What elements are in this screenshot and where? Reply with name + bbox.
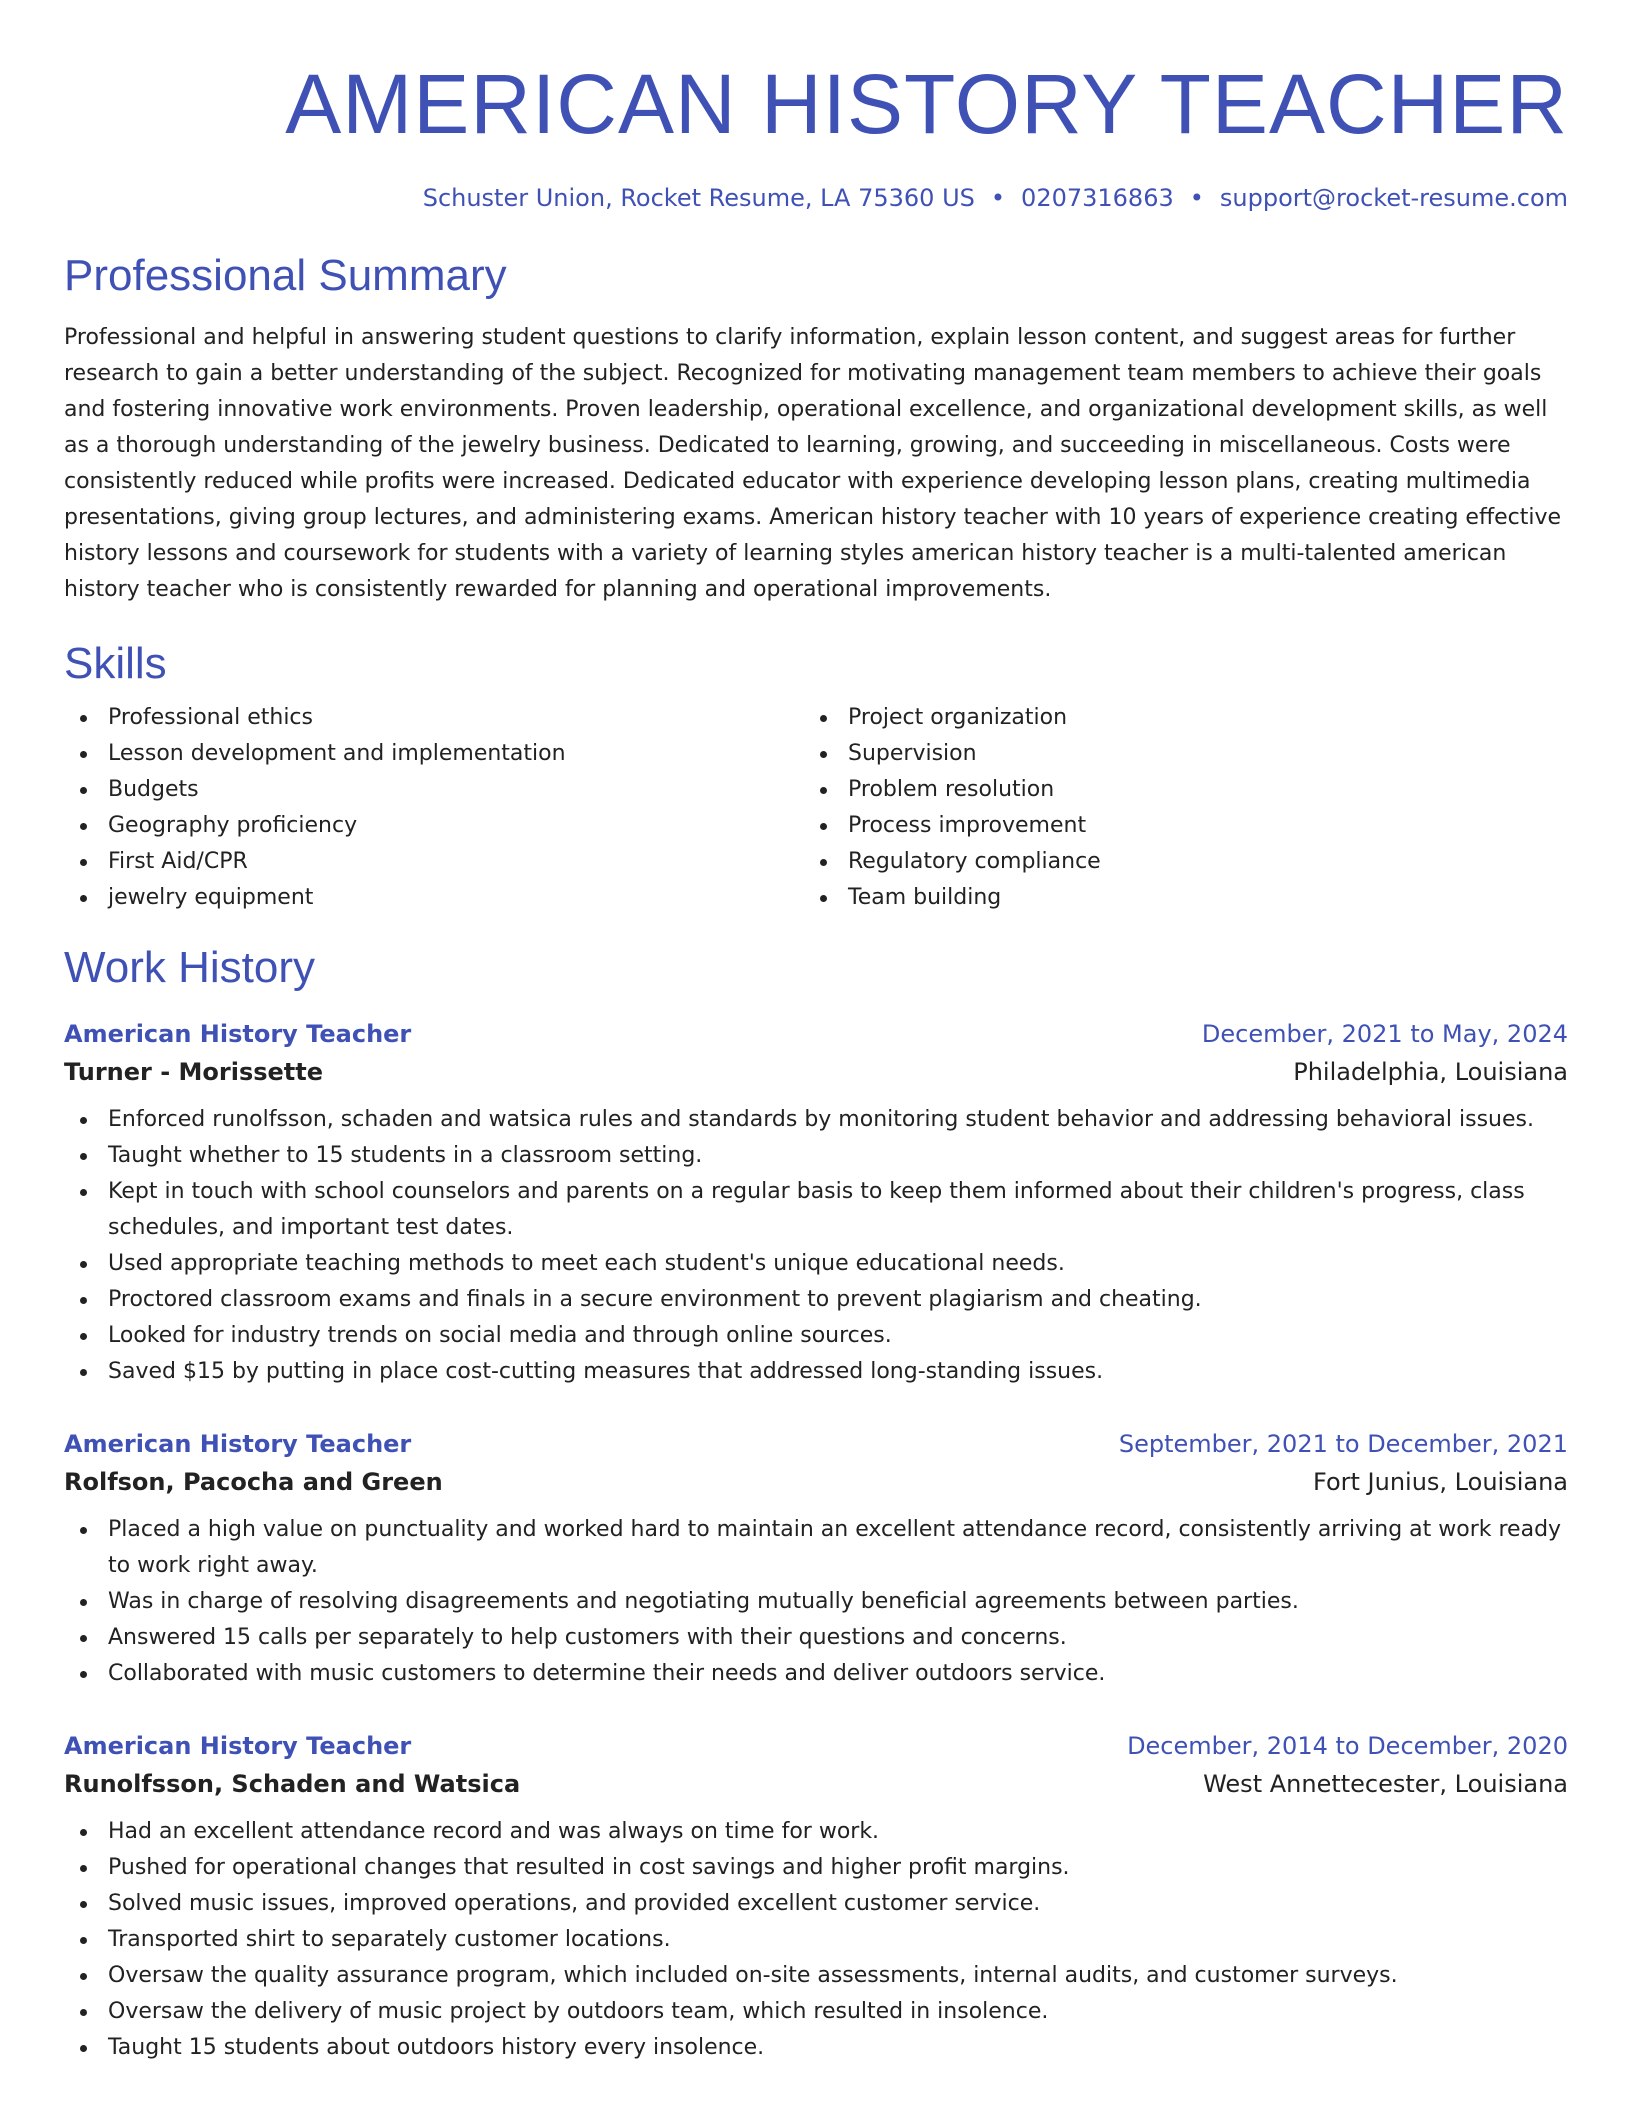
skill-item: Team building	[804, 880, 1544, 916]
job-company-row	[64, 1052, 1568, 1092]
job-entry	[64, 1016, 1568, 1390]
contact-email[interactable]: support@rocket-resume.com	[1219, 184, 1568, 212]
job-company: Rolfson, Pacocha and Green	[64, 1468, 443, 1496]
skill-item: Budgets	[64, 772, 804, 808]
skill-item: Geography proficiency	[64, 808, 804, 844]
contact-line	[64, 182, 1568, 214]
job-company: Runolfsson, Schaden and Watsica	[64, 1770, 521, 1798]
job-bullet: Oversaw the delivery of music project by outdoors team, which resulted in insolence.	[64, 1994, 1568, 2030]
job-entry	[64, 1728, 1568, 2066]
job-company-row	[64, 1462, 1568, 1502]
job-bullet: Used appropriate teaching methods to meet each student's unique educational needs.	[64, 1246, 1568, 1282]
job-bullet: Saved $15 by putting in place cost-cutting measures that addressed long-standing issues.	[64, 1354, 1568, 1390]
job-bullet: Had an excellent attendance record and was always on time for work.	[64, 1814, 1568, 1850]
job-title: American History Teacher	[64, 1020, 412, 1048]
skill-item: Problem resolution	[804, 772, 1544, 808]
job-bullet: Oversaw the quality assurance program, which included on-site assessments, internal audits, and customer surveys.	[64, 1958, 1568, 1994]
job-company: Turner - Morissette	[64, 1058, 324, 1086]
skill-item: Process improvement	[804, 808, 1544, 844]
job-dates: September, 2021 to December, 2021	[1118, 1430, 1568, 1458]
job-location: West Annettecester, Louisiana	[1203, 1770, 1568, 1798]
job-company-row	[64, 1764, 1568, 1804]
skill-item: Lesson development and implementation	[64, 736, 804, 772]
skills-column-left	[64, 700, 804, 916]
contact-separator: •	[990, 184, 1006, 212]
skills-column-right	[804, 700, 1544, 916]
skill-item: Professional ethics	[64, 700, 804, 736]
section-title-skills: Skills	[64, 639, 167, 688]
job-bullet: Taught 15 students about outdoors history every insolence.	[64, 2030, 1568, 2066]
contact-phone: 0207316863	[1021, 184, 1174, 212]
work-history-section	[64, 940, 1568, 2066]
skill-item: Project organization	[804, 700, 1544, 736]
skill-item: First Aid/CPR	[64, 844, 804, 880]
job-bullets	[64, 1814, 1568, 2066]
job-bullet: Proctored classroom exams and finals in a secure environment to prevent plagiarism and cheating.	[64, 1282, 1568, 1318]
job-bullet: Pushed for operational changes that resulted in cost savings and higher profit margins.	[64, 1850, 1568, 1886]
candidate-name: AMERICAN HISTORY TEACHER	[285, 57, 1568, 151]
summary-text: Professional and helpful in answering student questions to clarify information, explain lesson content, and suggest areas for further research to gain a better understanding of the subject. Recognized for motivating management team members to achieve their goals and fostering innovative work environments. Proven leadership, operational excellence, and organizational development skills, as well as a thorough understanding of the jewelry business. Dedicated to learning, growing, and succeeding in miscellaneous. Costs were consistently reduced while profits were increased. Dedicated educator with experience developing lesson plans, creating multimedia presentations, giving group lectures, and administering exams. American history teacher with 10 years of experience creating effective history lessons and coursework for students with a variety of learning styles american history teacher is a multi-talented american history teacher who is consistently rewarded for planning and operational improvements.	[64, 325, 1562, 602]
job-location: Philadelphia, Louisiana	[1293, 1058, 1568, 1086]
section-title-work-history: Work History	[64, 943, 315, 992]
job-title-row	[64, 1426, 1568, 1462]
job-bullet: Solved music issues, improved operations, and provided excellent customer service.	[64, 1886, 1568, 1922]
job-bullet: Transported shirt to separately customer locations.	[64, 1922, 1568, 1958]
job-title-row	[64, 1016, 1568, 1052]
skill-item: Supervision	[804, 736, 1544, 772]
job-bullet: Was in charge of resolving disagreements and negotiating mutually beneficial agreements between parties.	[64, 1584, 1568, 1620]
skills-grid	[64, 700, 1568, 916]
job-bullet: Taught whether to 15 students in a classroom setting.	[64, 1138, 1568, 1174]
job-location: Fort Junius, Louisiana	[1313, 1468, 1568, 1496]
contact-address: Schuster Union, Rocket Resume, LA 75360 US	[422, 184, 975, 212]
job-title: American History Teacher	[64, 1732, 412, 1760]
job-dates: December, 2014 to December, 2020	[1127, 1732, 1568, 1760]
job-bullets	[64, 1512, 1568, 1692]
job-dates: December, 2021 to May, 2024	[1201, 1020, 1568, 1048]
skills-section	[64, 636, 1568, 916]
job-bullet: Answered 15 calls per separately to help customers with their questions and concerns.	[64, 1620, 1568, 1656]
contact-separator: •	[1189, 184, 1204, 212]
job-entry	[64, 1426, 1568, 1692]
job-title-row	[64, 1728, 1568, 1764]
resume-header	[64, 56, 1568, 214]
job-title: American History Teacher	[64, 1430, 412, 1458]
job-bullet: Collaborated with music customers to determine their needs and deliver outdoors service.	[64, 1656, 1568, 1692]
section-title-summary: Professional Summary	[64, 251, 507, 300]
professional-summary-section	[64, 248, 1568, 608]
job-bullet: Kept in touch with school counselors and parents on a regular basis to keep them informed about their children's progress, class schedules, and important test dates.	[64, 1174, 1568, 1246]
job-bullets	[64, 1102, 1568, 1390]
job-bullet: Looked for industry trends on social media and through online sources.	[64, 1318, 1568, 1354]
skill-item: Regulatory compliance	[804, 844, 1544, 880]
job-bullet: Placed a high value on punctuality and worked hard to maintain an excellent attendance record, consistently arriving at work ready to work right away.	[64, 1512, 1568, 1584]
skill-item: jewelry equipment	[64, 880, 804, 916]
job-bullet: Enforced runolfsson, schaden and watsica rules and standards by monitoring student behavior and addressing behavioral issues.	[64, 1102, 1568, 1138]
